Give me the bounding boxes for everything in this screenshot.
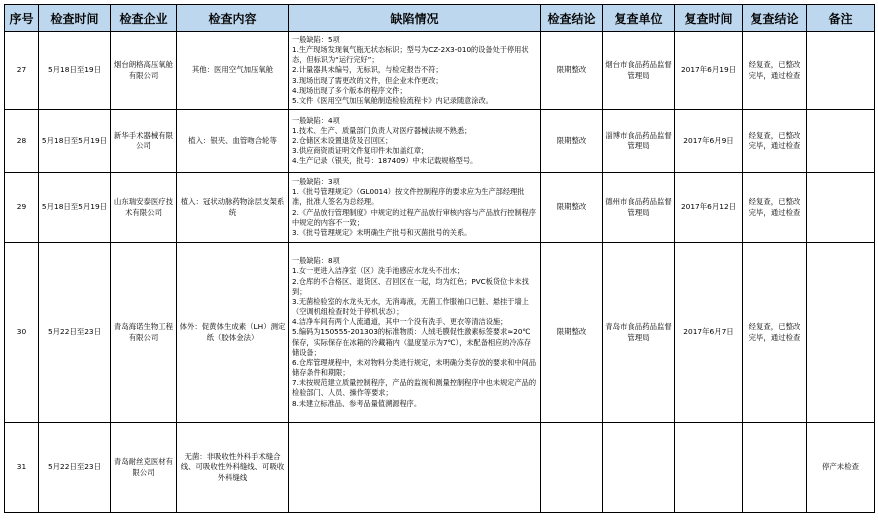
cell-remark [807, 110, 875, 173]
cell-review-date: 2017年6月12日 [675, 173, 743, 243]
cell-review-conclusion: 经复查，已整改完毕，通过检查 [743, 173, 807, 243]
table-row [5, 32, 875, 110]
cell-company: 新华手术器械有限公司 [111, 110, 177, 173]
header-review-conclusion: 复查结论 [743, 5, 807, 32]
cell-review-date: 2017年6月9日 [675, 110, 743, 173]
deficiency-heading: 一般缺陷：8项 [292, 256, 340, 266]
header-date: 检查时间 [39, 5, 111, 32]
header-row [5, 5, 875, 32]
cell-deficiency [289, 32, 541, 110]
cell-review-date: 2017年6月19日 [675, 32, 743, 110]
deficiency-item: 4.生产记录（银夹，批号：187409）中未记载规格型号。 [292, 156, 478, 166]
cell-conclusion: 限期整改 [541, 110, 603, 173]
header-review-date: 复查时间 [675, 5, 743, 32]
cell-company: 山东瑞安泰医疗技术有限公司 [111, 173, 177, 243]
deficiency-item: 7.未按规范建立质量控制程序，产品的监视和测量控制程序中也未规定产品的检验部门、人员、操作等要求； [292, 378, 537, 398]
cell-remark: 停产未检查 [807, 423, 875, 513]
cell-deficiency [289, 173, 541, 243]
deficiency-heading: 一般缺陷：5项 [292, 34, 340, 44]
deficiency-item: 4.洁净车间有两个人流通道，其中一个没有洗手、更衣等清洁设施； [292, 317, 508, 327]
cell-date: 5月18日至5月19日 [39, 173, 111, 243]
deficiency-item: 3.《批号管理规定》未明确生产批号和灭菌批号的关系。 [292, 227, 472, 237]
inspection-table [4, 4, 875, 513]
cell-review-unit: 淄博市食品药品监督管理局 [603, 110, 675, 173]
cell-deficiency [289, 423, 541, 513]
cell-review-unit: 烟台市食品药品监督管理局 [603, 32, 675, 110]
deficiency-item: 3.无菌检验室的水龙头无水，无消毒液，无菌工作服袖口已脏、悬挂于墙上（空调机组检查时处于停机状态）； [292, 296, 529, 317]
cell-review-unit [603, 423, 675, 513]
cell-company: 青岛海诺生物工程有限公司 [111, 243, 177, 423]
deficiency-heading: 一般缺陷：3项 [292, 177, 340, 187]
cell-date: 5月22日至23日 [39, 243, 111, 423]
cell-conclusion: 限期整改 [541, 173, 603, 243]
cell-date: 5月22日至23日 [39, 423, 111, 513]
header-deficiency: 缺陷情况 [289, 5, 541, 32]
table-row [5, 173, 875, 243]
deficiency-item: 1.技术、生产、质量部门负责人对医疗器械法规不熟悉； [292, 125, 472, 135]
cell-conclusion: 限期整改 [541, 243, 603, 423]
cell-no: 28 [5, 110, 39, 173]
deficiency-item: 2.仓储区未设置退货及召回区； [292, 135, 393, 145]
header-company: 检查企业 [111, 5, 177, 32]
deficiency-item: 5.编码为150555-201303的标准物质：人绒毛膜促性激素标签要求≈20℃保存，实际保存在冰箱的冷藏箱内（温度显示为7℃），未配备相应的冷冻存储设备； [292, 327, 532, 357]
deficiency-item: 2.仓库的不合格区、退货区、召回区在一起，均为红色；PVC板货位卡未找到； [292, 276, 529, 296]
cell-review-date [675, 423, 743, 513]
table-row [5, 110, 875, 173]
cell-review-conclusion: 经复查，已整改完毕，通过检查 [743, 243, 807, 423]
cell-review-conclusion [743, 423, 807, 513]
cell-conclusion [541, 423, 603, 513]
cell-no: 29 [5, 173, 39, 243]
cell-company: 青岛耐丝克医材有限公司 [111, 423, 177, 513]
header-conclusion: 检查结论 [541, 5, 603, 32]
deficiency-item: 4.现场出现了多个版本的程序文件； [292, 85, 407, 95]
deficiency-item: 5.文件《医用空气加压氧舱制造检验流程卡》内记录随意涂改。 [292, 95, 493, 105]
cell-no: 27 [5, 32, 39, 110]
cell-content: 植入：冠状动脉药物涂层支架系统 [177, 173, 289, 243]
cell-content: 体外：促黄体生成素（LH）测定纸（胶体金法） [177, 243, 289, 423]
cell-remark [807, 173, 875, 243]
deficiency-item: 8.未建立标准品、参考品量值溯源程序。 [292, 398, 422, 408]
cell-conclusion: 限期整改 [541, 32, 603, 110]
header-remark: 备注 [807, 5, 875, 32]
cell-content: 其他：医用空气加压氧舱 [177, 32, 289, 110]
header-no: 序号 [5, 5, 39, 32]
cell-no: 31 [5, 423, 39, 513]
cell-company: 烟台朗格高压氧舱有限公司 [111, 32, 177, 110]
cell-review-date: 2017年6月7日 [675, 243, 743, 423]
cell-deficiency [289, 243, 541, 423]
table-row [5, 243, 875, 423]
cell-deficiency [289, 110, 541, 173]
cell-date: 5月18日至19日 [39, 32, 111, 110]
cell-review-unit: 德州市食品药品监督管理局 [603, 173, 675, 243]
cell-date: 5月18日至5月19日 [39, 110, 111, 173]
cell-review-conclusion: 经复查，已整改完毕，通过检查 [743, 32, 807, 110]
deficiency-heading: 一般缺陷：4项 [292, 115, 340, 125]
header-content: 检查内容 [177, 5, 289, 32]
cell-review-conclusion: 经复查，已整改完毕，通过检查 [743, 110, 807, 173]
cell-content: 无菌：非吸收性外科手术缝合线、可吸收性外科缝线、可吸收外科缝线 [177, 423, 289, 513]
cell-remark [807, 32, 875, 110]
deficiency-item: 2.《产品放行管理制度》中规定的过程产品放行审核内容与产品放行控制程序中规定的内容不一致； [292, 207, 537, 227]
cell-no: 30 [5, 243, 39, 423]
deficiency-item: 2.计量器具未编号，无标识，与检定报告不符； [292, 65, 443, 75]
cell-content: 植入：银夹、血管吻合轮等 [177, 110, 289, 173]
header-review-unit: 复查单位 [603, 5, 675, 32]
deficiency-item: 1.女一更进入洁净室（区）洗手池感应水龙头不出水； [292, 266, 465, 276]
deficiency-item: 3.供应商资质证明文件复印件未加盖红章； [292, 146, 429, 156]
cell-remark [807, 243, 875, 423]
deficiency-item: 1.《批号管理规定》（GL0014）按文件控制程序的要求应为生产部经理批准，批准人签名为总经理。 [292, 187, 525, 207]
deficiency-item: 3.现场出现了需更改的文件，但企业未作更改； [292, 75, 443, 85]
deficiency-item: 6.仓库管理规程中，未对物料分类进行规定，未明确分类存放的要求和中间品储存条件和期限； [292, 357, 537, 378]
cell-review-unit: 青岛市食品药品监督管理局 [603, 243, 675, 423]
table-row [5, 423, 875, 513]
deficiency-item: 1.生产现场发现氧气瓶无状态标识；型号为CZ-2X3-010的设备处于停用状态，但标识为“运行完好”； [292, 45, 529, 65]
